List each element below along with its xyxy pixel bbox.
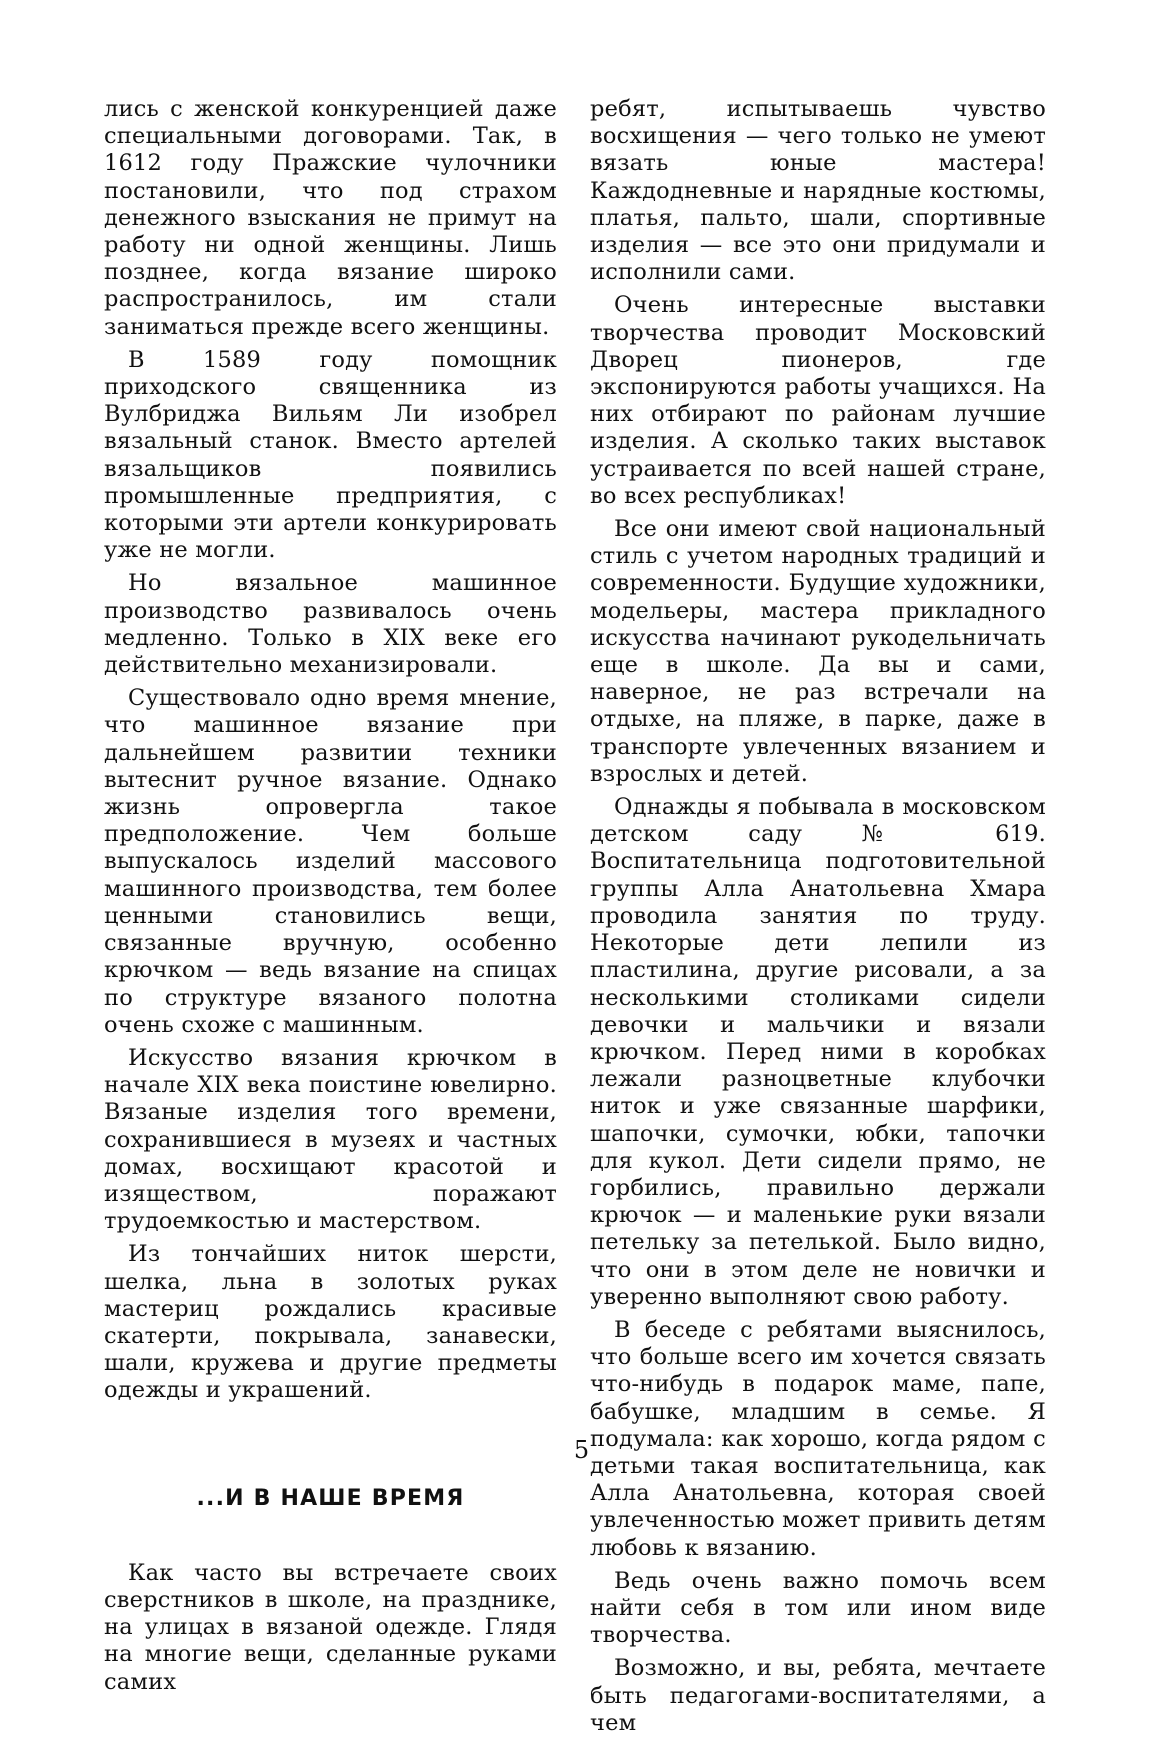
right-column (590, 96, 1046, 1743)
paragraph: Из тончайших ниток шерсти, шелка, льна в золотых руках мастериц рождались красивые скатерти, покрывала, занавески, шали, кружева и другие предметы одежды и украшений. (104, 1241, 557, 1404)
paragraph: В 1589 году помощник приходского священника из Вулбриджа Вильям Ли изобрел вязальный станок. Вместо артелей вязальщиков появились промышленные предприятия, с которыми эти артели конкурировать уже не могли. (104, 346, 557, 564)
paragraph: Очень интересные выставки творчества проводит Московский Дворец пионеров, где экспонируются работы учащихся. На них отбирают по районам лучшие изделия. А сколько таких выставок устраивается по всей нашей стране, во всех республиках! (590, 292, 1046, 509)
paragraph: Однажды я побывала в московском детском саду № 619. Воспитательница подготовительной группы Алла Анатольевна Хмара проводила занятия по труду. Некоторые дети лепили из пластилина, другие рисовали, а за несколькими столиками сидели девочки и мальчики и вязали крючком. Перед ними в коробках лежали разноцветные клубочки ниток и уже связанные шарфики, шапочки, сумочки, юбки, тапочки для кукол. Дети сидели прямо, не горбились, правильно держали крючок — и маленькие руки вязали петельку за петелькой. Было видно, что они в этом деле не новички и уверенно выполняют свою работу. (590, 794, 1046, 1310)
paragraph: Как часто вы встречаете своих сверстников в школе, на празднике, на улицах в вязаной одежде. Глядя на многие вещи, сделанные руками самих (104, 1559, 557, 1695)
paragraph: Возможно, и вы, ребята, мечтаете быть педагогами-воспитателями, а чем (590, 1655, 1046, 1736)
paragraph: Искусство вязания крючком в начале XIX века поистине ювелирно. Вязаные изделия того времени, сохранившиеся в музеях и частных домах, восхищают красотой и изяществом, поражают трудоемкостью и мастерством. (104, 1044, 557, 1235)
paragraph: В беседе с ребятами выяснилось, что больше всего им хочется связать что-нибудь в подарок маме, папе, бабушке, младшим в семье. Я подумала: как хорошо, когда рядом с детьми такая воспитательница, как Алла Анатольевна, которая своей увлеченностью может привить детям любовь к вязанию. (590, 1316, 1046, 1561)
paragraph: Но вязальное машинное производство развивалось очень медленно. Только в XIX веке его действительно механизировали. (104, 570, 557, 679)
paragraph: Существовало одно время мнение, что машинное вязание при дальнейшем развитии техники вытеснит ручное вязание. Однако жизнь опровергла такое предположение. Чем больше выпускалось изделий массового машинного производства, тем более ценными становились вещи, связанные вручную, особенно крючком — ведь вязание на спицах по структуре вязаного полотна очень схоже с машинным. (104, 685, 557, 1038)
paragraph: лись с женской конкуренцией даже специальными договорами. Так, в 1612 году Пражские чулочники постановили, что под страхом денежного взыскания не примут на работу ни одной женщины. Лишь позднее, когда вязание широко распространилось, им стали заниматься прежде всего женщины. (104, 96, 557, 340)
page-number: 5 (573, 1436, 590, 1464)
paragraph: Ведь очень важно помочь всем найти себя в том или ином виде творчества. (590, 1567, 1046, 1649)
paragraph: ребят, испытываешь чувство восхищения — чего только не умеют вязать юные мастера! Каждодневные и нарядные костюмы, платья, пальто, шали, спортивные изделия — все это они придумали и исполнили сами. (590, 96, 1046, 286)
paragraph: Все они имеют свой национальный стиль с учетом народных традиций и современности. Будущие художники, модельеры, мастера прикладного искусства начинают рукодельничать еще в школе. Да вы и сами, наверное, не раз встречали на отдыхе, на пляже, в парке, даже в транспорте увлеченных вязанием и взрослых и детей. (590, 516, 1046, 787)
section-heading: ...И В НАШЕ ВРЕМЯ (196, 1485, 465, 1511)
